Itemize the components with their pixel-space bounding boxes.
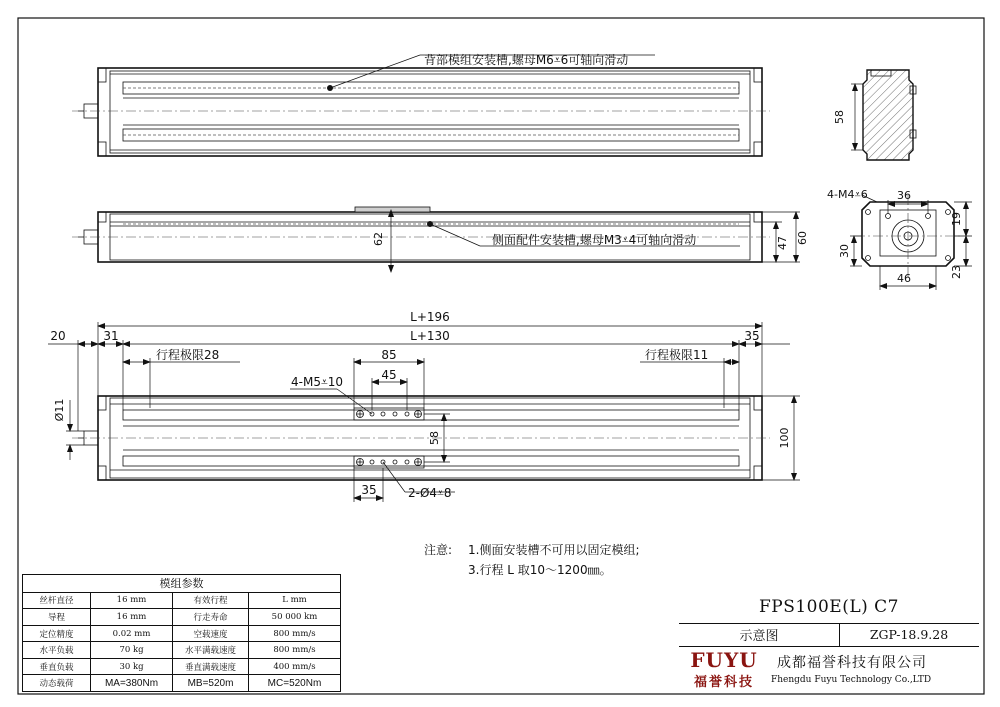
drawing-type: 示意图 [679,623,840,646]
dim-58-plan: 58 [428,431,441,445]
dim-35-right: 35 [744,329,760,343]
dim-4-m5: 4-M5⩡10 [291,375,344,389]
table-row: 导程 16 mm 行走寿命 50 000 km [23,609,341,626]
stroke-limit-left: 行程极限28 [156,348,220,362]
table-row: 垂直负载 30 kg 垂直满载速度 400 mm/s [23,658,341,675]
dim-shaft-dia: Ø11 [53,398,66,422]
dim-62: 62 [372,232,385,246]
company-name-cn: 成都福誉科技有限公司 [777,655,927,671]
dim-total-length: L+196 [410,310,450,324]
dim-31: 31 [103,329,119,343]
title-block [679,590,979,693]
dim-36: 36 [897,189,911,202]
end-profile-view [851,70,916,160]
note-line-2: 3.行程 L 取10～1200㎜。 [468,563,612,577]
dim-45: 45 [381,368,397,382]
param-table-title: 模组参数 [23,575,341,593]
dim-body-length: L+130 [410,329,450,343]
dim-4-m4: 4-M4⩡6 [827,188,868,201]
title-block-row [679,623,979,647]
table-row: 动态载荷 MA=380Nm MB=520m MC=520Nm [23,675,341,692]
table-row: 水平负载 70 kg 水平满载速度 800 mm/s [23,642,341,659]
dim-47: 47 [776,236,789,250]
company-logo [681,648,767,690]
dim-23: 23 [950,265,963,279]
dim-60: 60 [796,231,809,245]
drawing-code: ZGP-18.9.28 [869,627,949,642]
top-view [72,55,770,156]
table-row: 定位精度 0.02 mm 空载速度 800 mm/s [23,625,341,642]
dim-35-bottom: 35 [361,483,377,497]
table-row: 丝杆直径 16 mm 有效行程 L mm [23,592,341,609]
dim-85: 85 [381,348,397,362]
model-number: FPS100E(L) C7 [679,590,979,624]
dim-2-pin: 2-Ø4⩡8 [408,486,452,500]
logo-text-cn: 福誉科技 [693,675,754,690]
dim-46: 46 [897,272,911,285]
stroke-limit-right: 行程极限11 [645,348,709,362]
logo-text-en: FUYU [690,648,758,672]
company-name-en: Fhengdu Fuyu Technology Co.,LTD [771,675,932,685]
side-slot-callout: 侧面配件安装槽,螺母M3⩡4可轴向滑动 [492,233,697,247]
dim-30: 30 [838,244,851,258]
dim-100: 100 [778,427,791,449]
back-slot-callout: 背部模组安装槽,螺母M6⩡6可轴向滑动 [424,53,629,67]
module-parameter-table [22,574,341,692]
note-line-1: 1.侧面安装槽不可用以固定模组; [468,543,640,557]
dim-19: 19 [950,212,963,226]
dim-58-end: 58 [833,110,846,124]
dim-20: 20 [50,329,66,343]
notes-label: 注意: [424,543,453,557]
